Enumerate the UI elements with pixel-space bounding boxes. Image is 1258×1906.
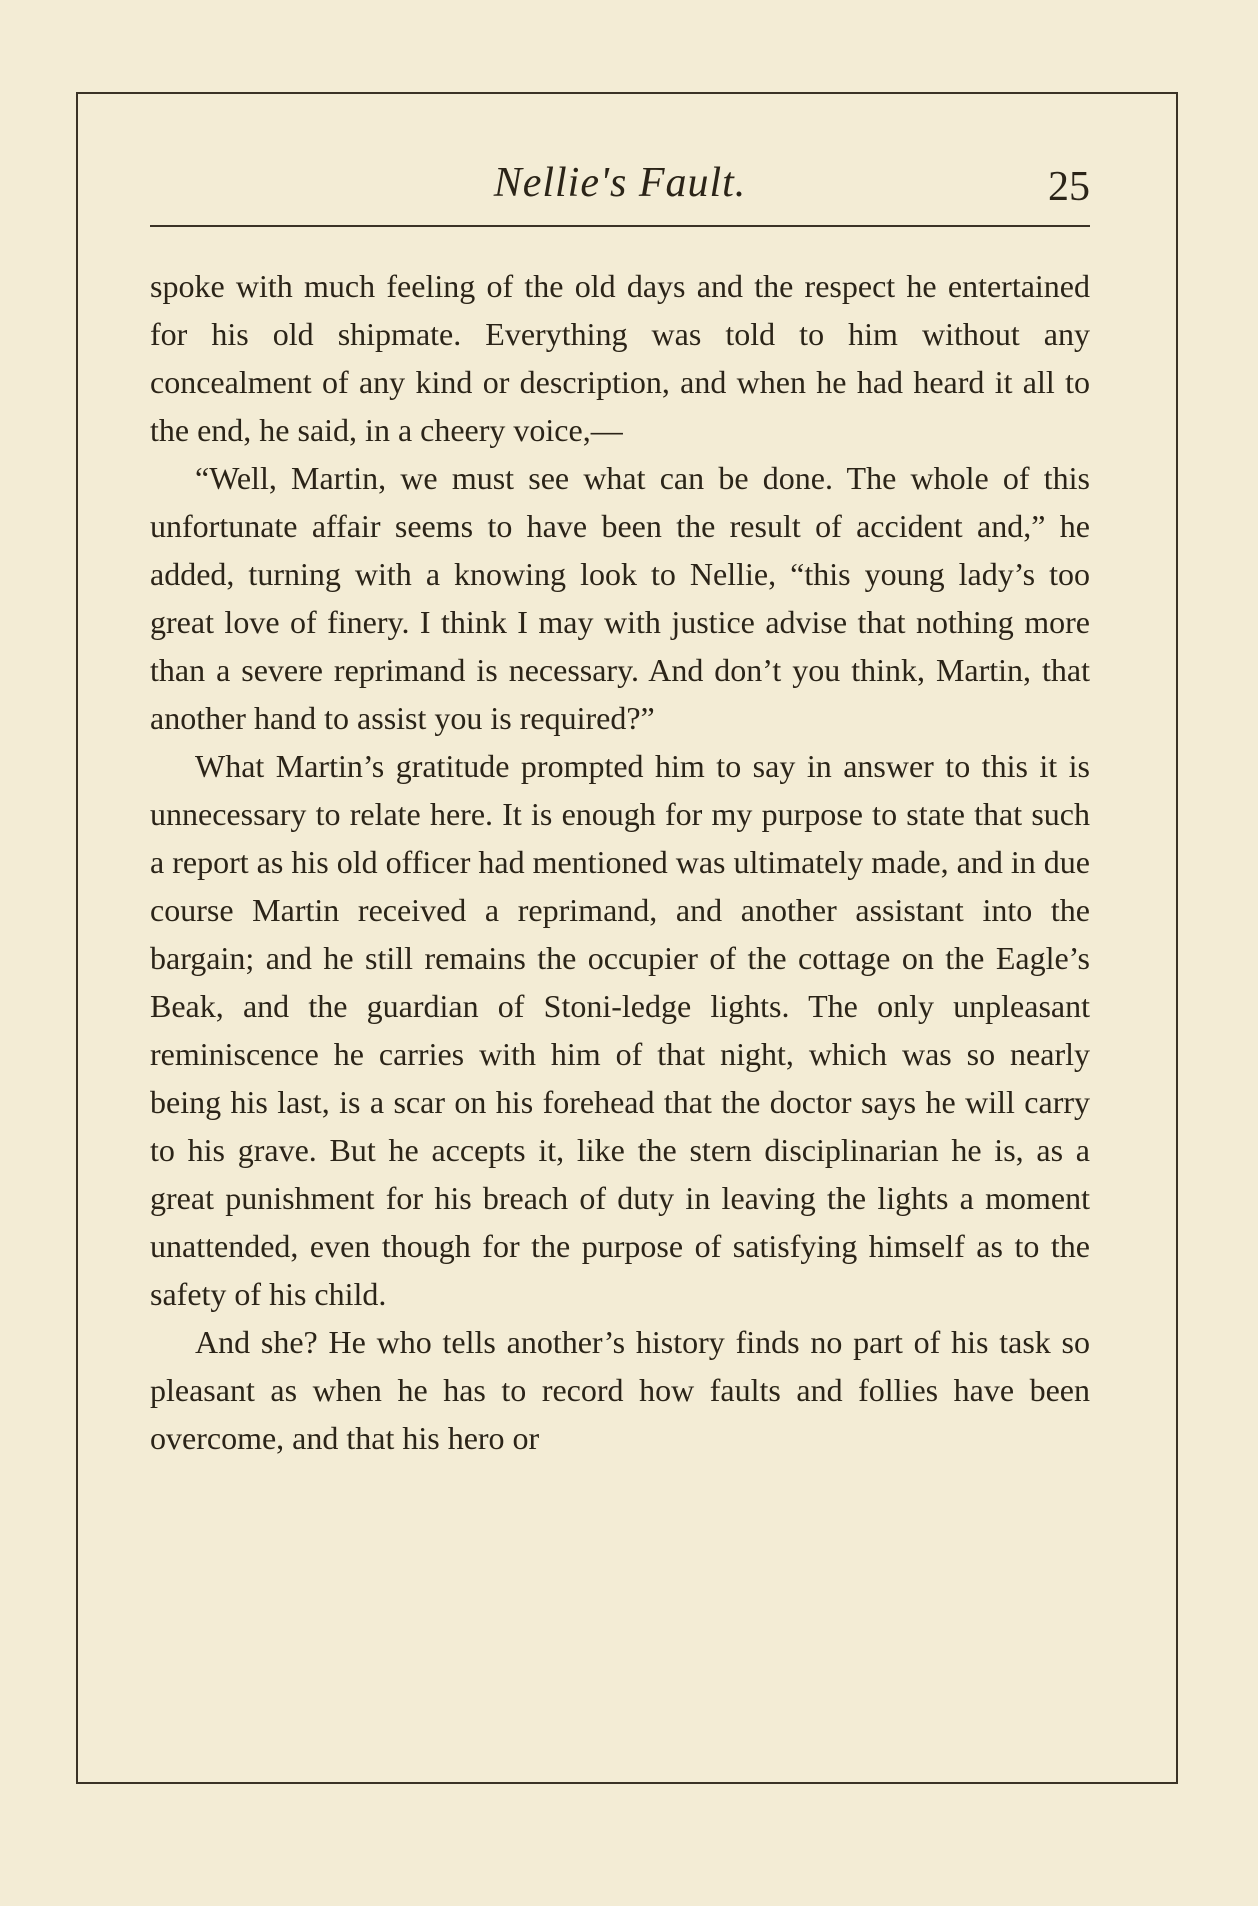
page-number: 25 (1048, 164, 1090, 210)
body-text (150, 262, 1090, 1462)
paragraph-dialogue: “Well, Martin, we must see what can be done. The whole of this unfortunate affair seems to have been the result of accident and,” he added, turning with a knowing look to Nellie, “this young lady’s too great love of finery. I think I may with justice advise that nothing more than a severe reprimand is necessary. And don’t you think, Martin, that another hand to assist you is required?” (150, 460, 1090, 736)
running-title: Nellie's Fault. (493, 160, 747, 206)
paragraph-continued: spoke with much feeling of the old days and the respect he entertained for his old shipmate. Everything was told to him without any concealment of any kind or description, and when he had heard it all to the end, he said, in a cheery voice,— (150, 268, 1090, 448)
paragraph-martin-outcome: What Martin’s gratitude prompted him to say in answer to this it is unnecessary to relate here. It is enough for my purpose to state that such a report as his old officer had mentioned was ultimately made, and in due course Martin received a reprimand, and another assistant into the bargain; and he still remains the occupier of the cottage on the Eagle’s Beak, and the guardian of Stoni-ledge lights. The only unpleasant reminiscence he carries with him of that night, which was so nearly being his last, is a scar on his forehead that the doctor says he will carry to his grave. But he accepts it, like the stern disciplinarian he is, as a great punishment for his breach of duty in leaving the lights a moment unattended, even though for the purpose of satisfying himself as to the safety of his child. (150, 748, 1090, 1312)
running-header (150, 155, 1090, 227)
paragraph-and-she: And she? He who tells another’s history finds no part of his task so pleasant as when he has to record how faults and follies have been overcome, and that his hero or (150, 1324, 1090, 1456)
